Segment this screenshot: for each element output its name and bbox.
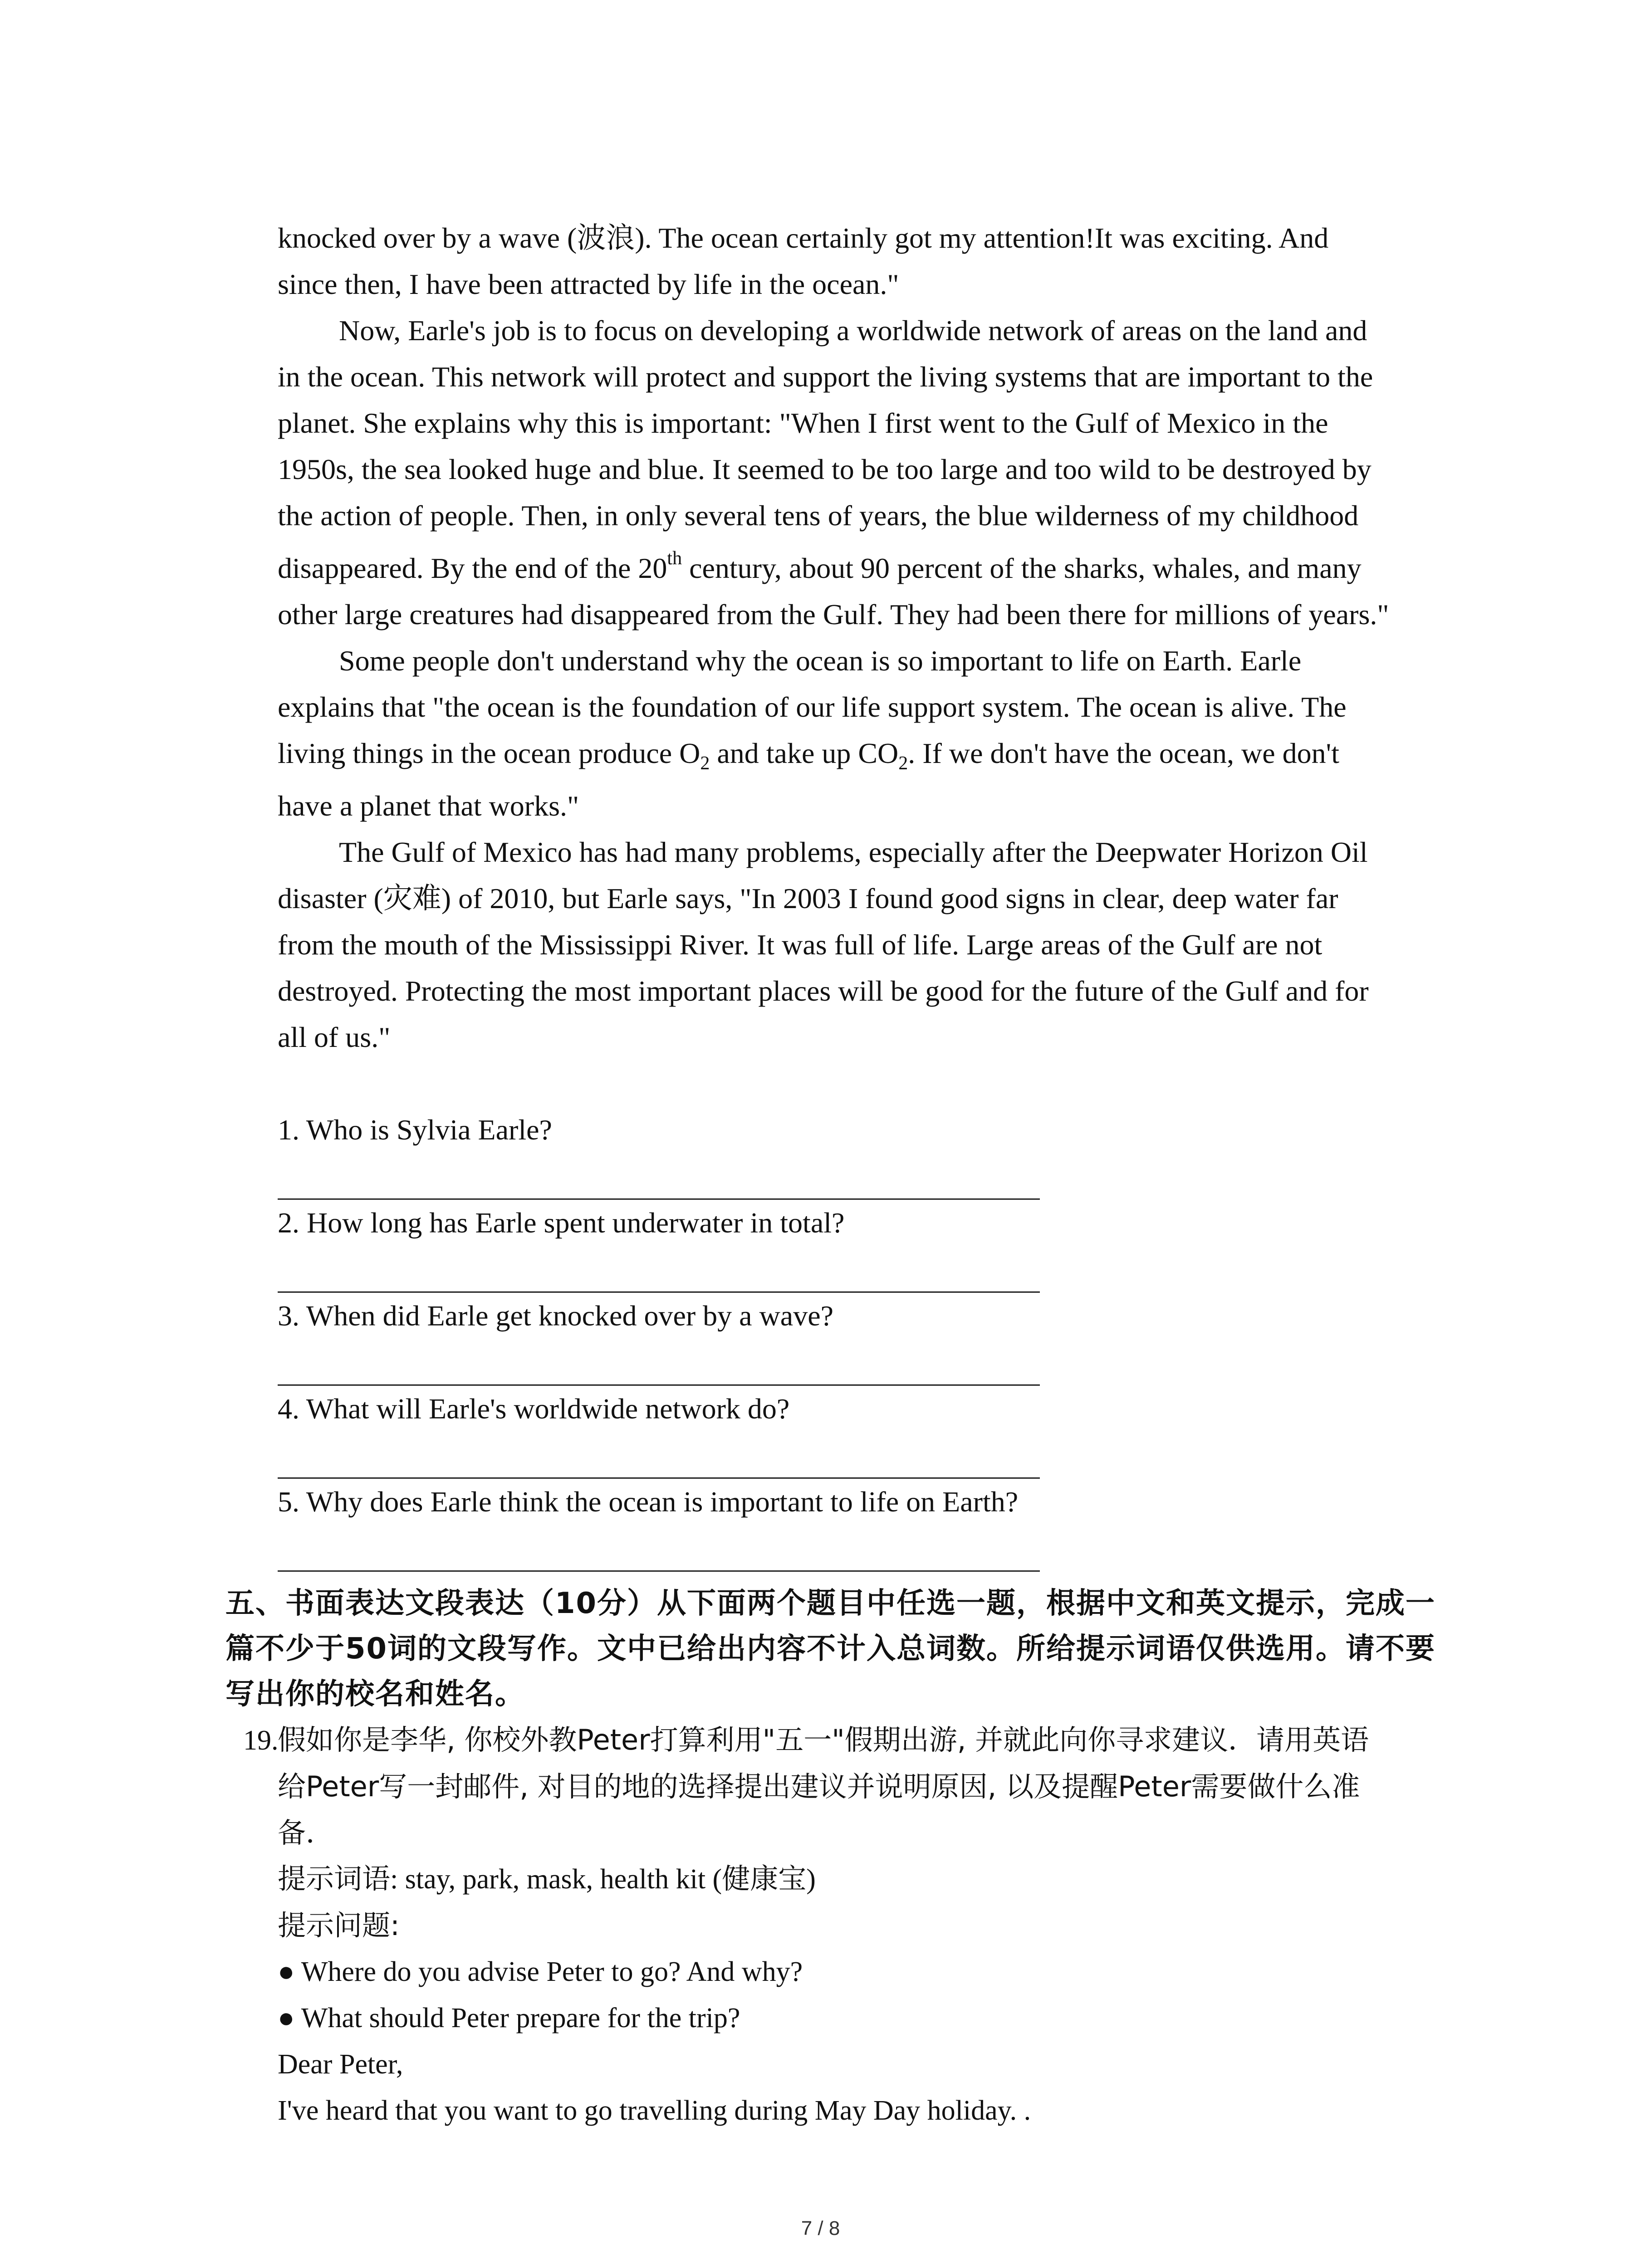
letter-opening: I've heard that you want to go travelling during May Day holiday. . bbox=[278, 2095, 1031, 2126]
section-heading-line: 五、书面表达文段表达（10分）从下面两个题目中任选一题，根据中文和英文提示，完成一 bbox=[225, 1587, 1436, 1620]
passage-line: the action of people. Then, in only several tens of years, the blue wilderness of my childhood bbox=[278, 499, 1359, 532]
question-1: 1. Who is Sylvia Earle? bbox=[278, 1114, 552, 1146]
passage-line: 1950s, the sea looked huge and blue. It seemed to be too large and too wild to be destroyed by bbox=[278, 453, 1372, 485]
subscript-2: 2 bbox=[898, 753, 908, 774]
passage-line bbox=[278, 730, 1439, 777]
passage-line: all of us." bbox=[278, 1021, 391, 1053]
passage-line: knocked over by a wave (波浪). The ocean certainly got my attention!It was exciting. And bbox=[278, 222, 1329, 254]
section-heading-line: 写出你的校名和姓名。 bbox=[225, 1677, 525, 1711]
passage-text: and take up CO bbox=[710, 737, 899, 769]
passage-text: century, about 90 percent of the sharks, whales, and many bbox=[682, 552, 1362, 584]
writing-section-heading bbox=[225, 1581, 1460, 1717]
passage-line: since then, I have been attracted by life in the ocean." bbox=[278, 268, 899, 300]
answer-line-5[interactable] bbox=[278, 1525, 1040, 1572]
answer-line-2[interactable] bbox=[278, 1246, 1040, 1293]
hint-words: 提示词语: stay, park, mask, health kit (健康宝) bbox=[278, 1864, 816, 1895]
passage-line: other large creatures had disappeared from the Gulf. They had been there for millions of years." bbox=[278, 598, 1389, 631]
passage-line: The Gulf of Mexico has had many problems, especially after the Deepwater Horizon Oil bbox=[339, 836, 1368, 868]
passage-line: destroyed. Protecting the most important places will be good for the future of the Gulf and for bbox=[278, 975, 1369, 1007]
task-text: 假如你是李华, 你校外教Peter打算利用"五一"假期出游, 并就此向你寻求建议．请用英语 bbox=[278, 1723, 1369, 1756]
hint-bullet: ● Where do you advise Peter to go? And why? bbox=[278, 1956, 803, 1987]
passage-line: Some people don't understand why the ocean is so important to life on Earth. Earle bbox=[339, 645, 1302, 677]
question-5: 5. Why does Earle think the ocean is important to life on Earth? bbox=[278, 1486, 1019, 1518]
page-number: 7 / 8 bbox=[801, 2217, 840, 2239]
writing-task-19 bbox=[243, 1717, 1459, 2134]
task-line: 给Peter写一封邮件, 对目的地的选择提出建议并说明原因, 以及提醒Peter需要做什么准 bbox=[278, 1770, 1360, 1803]
passage-text: living things in the ocean produce O bbox=[278, 737, 700, 769]
hint-bullet: ● What should Peter prepare for the trip? bbox=[278, 2003, 740, 2033]
task-number: 19. bbox=[243, 1725, 279, 1756]
question-3: 3. When did Earle get knocked over by a wave? bbox=[278, 1300, 833, 1332]
passage-line: planet. She explains why this is important: "When I first went to the Gulf of Mexico in the bbox=[278, 407, 1328, 439]
passage-text: disappeared. By the end of the 20 bbox=[278, 552, 667, 584]
hint-questions-label: 提示问题: bbox=[278, 1909, 400, 1942]
section-heading-line: 篇不少于50词的文段写作。文中已给出内容不计入总词数。所给提示词语仅供选用。请不要 bbox=[225, 1632, 1436, 1666]
reading-passage bbox=[278, 215, 1439, 1572]
answer-line-3[interactable] bbox=[278, 1339, 1040, 1386]
passage-line: disaster (灾难) of 2010, but Earle says, "In 2003 I found good signs in clear, deep water far bbox=[278, 882, 1338, 914]
passage-line: in the ocean. This network will protect and support the living systems that are important to the bbox=[278, 361, 1373, 393]
question-4: 4. What will Earle's worldwide network do? bbox=[278, 1393, 790, 1425]
question-2: 2. How long has Earle spent underwater in total? bbox=[278, 1207, 845, 1239]
answer-line-1[interactable] bbox=[278, 1153, 1040, 1200]
subscript-2: 2 bbox=[700, 753, 710, 774]
answer-line-4[interactable] bbox=[278, 1432, 1040, 1479]
letter-greeting: Dear Peter, bbox=[278, 2049, 403, 2080]
passage-line: have a planet that works." bbox=[278, 790, 579, 822]
passage-line: Now, Earle's job is to focus on developing a worldwide network of areas on the land and bbox=[339, 314, 1367, 347]
task-line: 备． bbox=[278, 1816, 334, 1849]
passage-line: explains that "the ocean is the foundation of our life support system. The ocean is alive. The bbox=[278, 691, 1347, 723]
spacer bbox=[278, 1061, 1439, 1107]
task-line bbox=[243, 1717, 1459, 1764]
passage-line bbox=[278, 545, 1439, 591]
superscript-th: th bbox=[667, 548, 682, 569]
passage-line: from the mouth of the Mississippi River. It was full of life. Large areas of the Gulf are not bbox=[278, 929, 1323, 961]
passage-text: . If we don't have the ocean, we don't bbox=[908, 737, 1339, 769]
